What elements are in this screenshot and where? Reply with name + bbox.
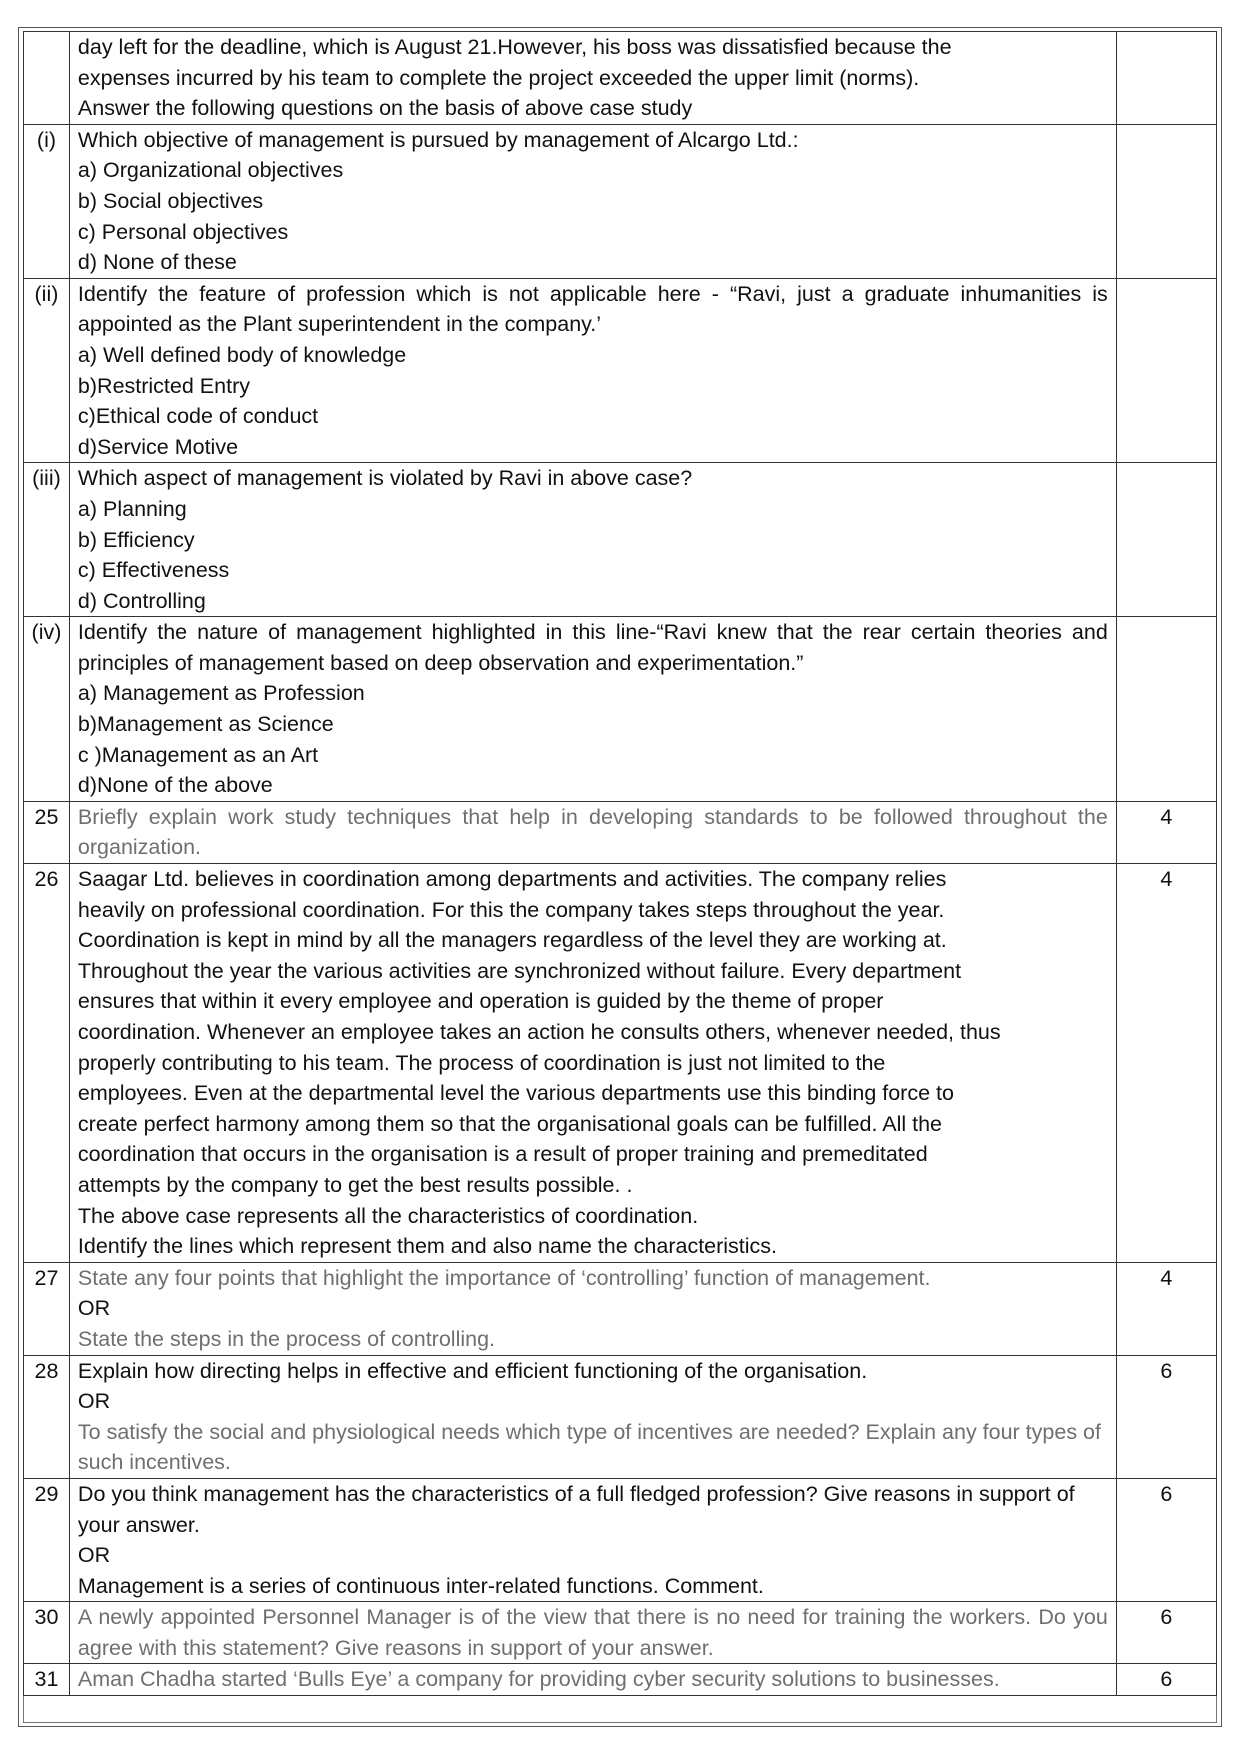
case-line: coordination that occurs in the organisation is a result of proper training and premeditated bbox=[77, 1142, 928, 1167]
question-text bbox=[69, 278, 1116, 463]
option-a: a) Well defined body of knowledge bbox=[77, 342, 407, 367]
table-row-q31 bbox=[24, 1664, 1217, 1696]
question-marks: 6 bbox=[1116, 1478, 1216, 1601]
question-body: Aman Chadha started ‘Bulls Eye’ a company for providing cyber security solutions to businesses. bbox=[77, 1667, 1000, 1692]
option-c: c )Management as an Art bbox=[77, 742, 319, 767]
table-row-q25 bbox=[24, 801, 1217, 863]
table-row-q30 bbox=[24, 1602, 1217, 1664]
question-marks: 6 bbox=[1116, 1355, 1216, 1478]
sub-question: Which aspect of management is violated by Ravi in above case? bbox=[77, 466, 693, 491]
question-second: Management is a series of continuous inter-related functions. Comment. bbox=[77, 1573, 764, 1598]
question-text bbox=[69, 617, 1116, 802]
question-text bbox=[69, 1262, 1116, 1355]
or-label: OR bbox=[77, 1543, 111, 1568]
option-b: b)Restricted Entry bbox=[77, 373, 250, 398]
question-first: State any four points that highlight the importance of ‘controlling’ function of management. bbox=[77, 1265, 931, 1290]
table-row-q29 bbox=[24, 1478, 1217, 1601]
question-text bbox=[69, 124, 1116, 278]
case-line: heavily on professional coordination. For this the company takes steps throughout the year. bbox=[77, 897, 945, 922]
option-d: d) Controlling bbox=[77, 588, 206, 613]
case-line: ensures that within it every employee and operation is guided by the theme of proper bbox=[77, 989, 884, 1014]
table-row-q27 bbox=[24, 1262, 1217, 1355]
question-first: Do you think management has the characteristics of a full fledged profession? Give reasons in support of your answer. bbox=[77, 1481, 1075, 1537]
question-text bbox=[69, 1664, 1116, 1696]
question-marks bbox=[1116, 278, 1216, 463]
question-text bbox=[69, 1478, 1116, 1601]
option-a: a) Organizational objectives bbox=[77, 158, 344, 183]
option-d: d)Service Motive bbox=[77, 434, 239, 459]
table-row-sub-i bbox=[24, 124, 1217, 278]
question-text bbox=[69, 1602, 1116, 1664]
case-line: create perfect harmony among them so that the organisational goals can be fulfilled. All the bbox=[77, 1111, 943, 1136]
case-line: coordination. Whenever an employee takes an action he consults others, whenever needed, thus bbox=[77, 1020, 1001, 1044]
table-row-q28 bbox=[24, 1355, 1217, 1478]
option-c: c) Personal objectives bbox=[77, 219, 289, 244]
sub-question: Identify the nature of management highlighted in this line-“Ravi knew that the rear certain theories and principles of management based on deep observation and experimentation.” bbox=[77, 620, 1108, 675]
question-marks bbox=[1116, 124, 1216, 278]
question-text bbox=[69, 32, 1116, 125]
question-number: 28 bbox=[24, 1355, 70, 1478]
question-number: 31 bbox=[24, 1664, 70, 1696]
question-second: To satisfy the social and physiological needs which type of incentives are needed? Explain any four types of such incentives. bbox=[77, 1419, 1101, 1475]
question-text bbox=[69, 864, 1116, 1263]
option-d: d)None of the above bbox=[77, 773, 273, 798]
question-body: Briefly explain work study techniques that help in developing standards to be followed throughout the organization. bbox=[77, 804, 1108, 860]
question-number: (iii) bbox=[24, 463, 70, 617]
option-b: b) Social objectives bbox=[77, 188, 264, 213]
table-row-sub-iii bbox=[24, 463, 1217, 617]
question-marks: 4 bbox=[1116, 1262, 1216, 1355]
question-marks: 6 bbox=[1116, 1664, 1216, 1696]
option-d: d) None of these bbox=[77, 250, 237, 275]
question-body: A newly appointed Personnel Manager is of the view that there is no need for training the workers. Do you agree with this statement? Give reasons in support of your answer. bbox=[77, 1605, 1108, 1660]
question-number: 30 bbox=[24, 1602, 70, 1664]
question-text bbox=[69, 1355, 1116, 1478]
question-first: Explain how directing helps in effective and efficient functioning of the organisation. bbox=[77, 1358, 868, 1383]
sub-question: Which objective of management is pursued by management of Alcargo Ltd.: bbox=[77, 127, 799, 152]
case-line: Saagar Ltd. believes in coordination among departments and activities. The company relies bbox=[77, 867, 947, 892]
table-row-sub-iv bbox=[24, 617, 1217, 802]
option-c: c)Ethical code of conduct bbox=[77, 404, 319, 429]
question-number: 26 bbox=[24, 864, 70, 1263]
case-line: attempts by the company to get the best results possible. . bbox=[77, 1172, 633, 1197]
option-b: b)Management as Science bbox=[77, 712, 334, 737]
question-text bbox=[69, 801, 1116, 863]
question-number: 29 bbox=[24, 1478, 70, 1601]
case-line: Coordination is kept in mind by all the managers regardless of the level they are working at. bbox=[77, 928, 947, 953]
case-line: expenses incurred by his team to complete the project exceeded the upper limit (norms). bbox=[77, 65, 920, 90]
question-marks: 4 bbox=[1116, 801, 1216, 863]
case-line: Throughout the year the various activities are synchronized without failure. Every department bbox=[77, 958, 962, 983]
table-row-q26 bbox=[24, 864, 1217, 1263]
case-line: employees. Even at the departmental level the various departments use this binding force to bbox=[77, 1081, 954, 1106]
or-label: OR bbox=[77, 1389, 111, 1414]
sub-question: Identify the feature of profession which is not applicable here - “Ravi, just a graduate inhumanities is appointed as the Plant superintendent in the company.’ bbox=[77, 281, 1108, 337]
option-b: b) Efficiency bbox=[77, 527, 195, 552]
table-row-sub-ii bbox=[24, 278, 1217, 463]
question-text bbox=[69, 463, 1116, 617]
question-number bbox=[24, 32, 70, 125]
or-label: OR bbox=[77, 1296, 111, 1321]
table-row-case-continuation bbox=[24, 32, 1217, 125]
question-number: (iv) bbox=[24, 617, 70, 802]
question-table bbox=[23, 31, 1217, 1696]
option-c: c) Effectiveness bbox=[77, 558, 230, 583]
case-line: day left for the deadline, which is August 21.However, his boss was dissatisfied because the bbox=[77, 35, 952, 59]
case-line: Answer the following questions on the basis of above case study bbox=[77, 96, 693, 121]
question-number: 25 bbox=[24, 801, 70, 863]
option-a: a) Planning bbox=[77, 496, 187, 521]
option-a: a) Management as Profession bbox=[77, 681, 365, 706]
question-second: State the steps in the process of controlling. bbox=[77, 1326, 496, 1351]
question-number: 27 bbox=[24, 1262, 70, 1355]
question-marks: 4 bbox=[1116, 864, 1216, 1263]
question-marks bbox=[1116, 463, 1216, 617]
case-line: The above case represents all the characteristics of coordination. bbox=[77, 1203, 699, 1228]
case-line: Identify the lines which represent them and also name the characteristics. bbox=[77, 1234, 778, 1259]
question-marks bbox=[1116, 32, 1216, 125]
question-marks: 6 bbox=[1116, 1602, 1216, 1664]
case-line: properly contributing to his team. The process of coordination is just not limited to the bbox=[77, 1050, 886, 1075]
question-number: (i) bbox=[24, 124, 70, 278]
question-marks bbox=[1116, 617, 1216, 802]
question-number: (ii) bbox=[24, 278, 70, 463]
